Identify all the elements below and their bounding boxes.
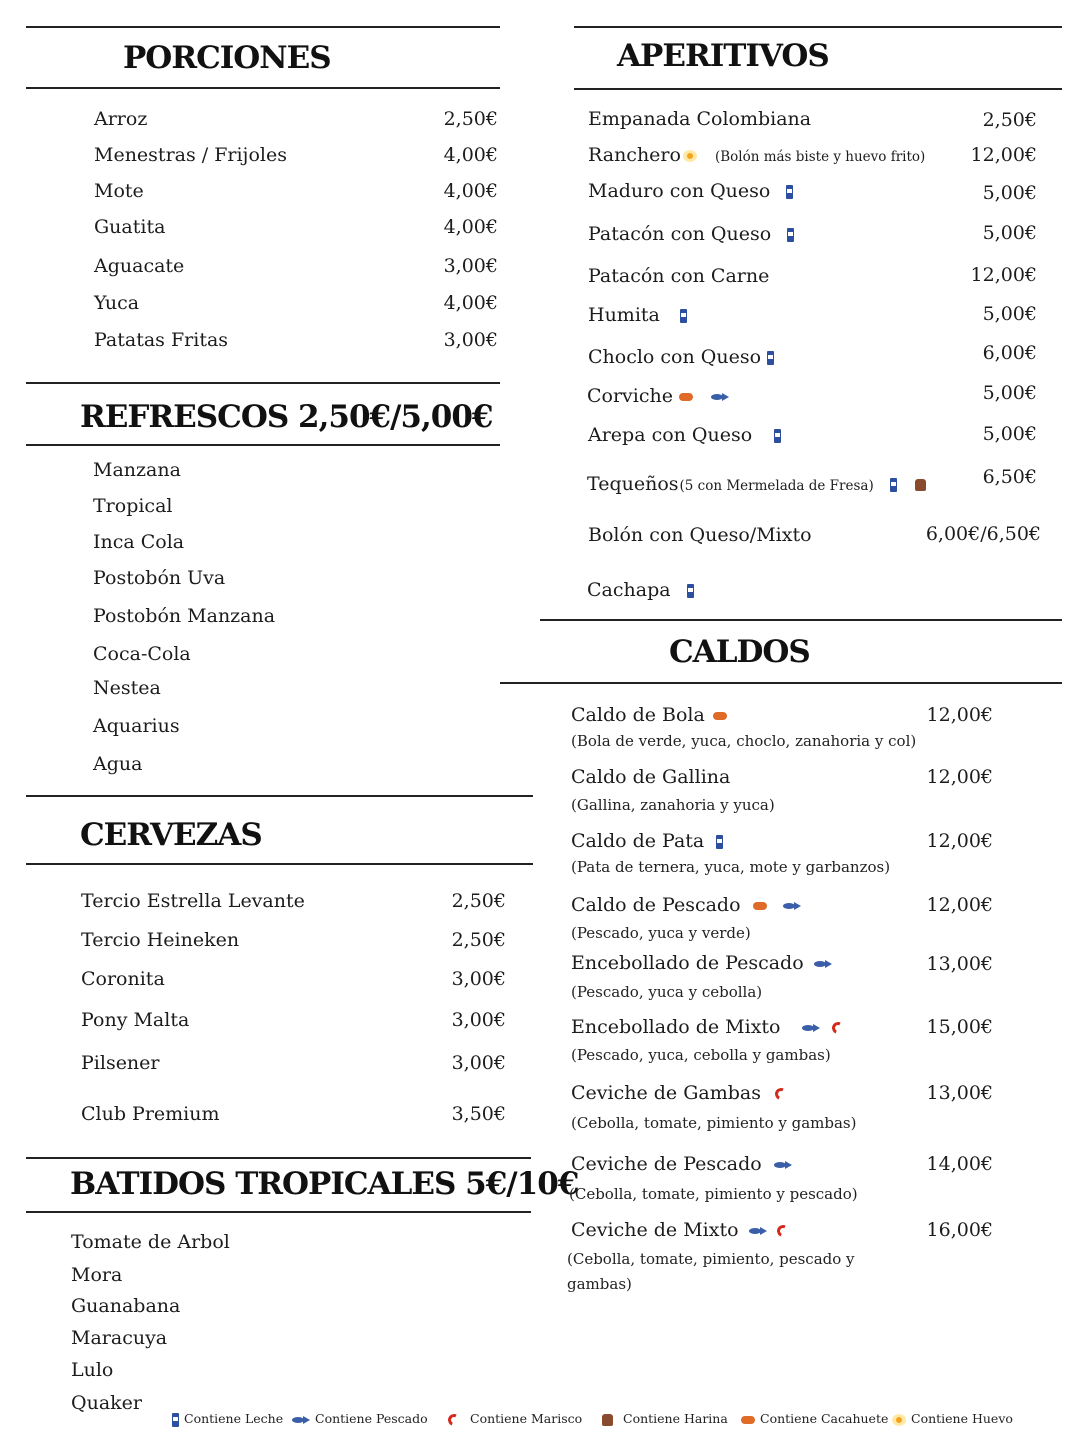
legend-item <box>448 1411 582 1426</box>
porciones-item-price: 4,00€ <box>443 292 498 314</box>
aperitivos-item-name: Patacón con Carne <box>588 265 770 287</box>
caldos-item-desc: (Cebolla, tomate, pimiento y pescado) <box>569 1185 858 1203</box>
caldos-item-price: 12,00€ <box>926 766 993 788</box>
refrescos-item: Agua <box>93 753 143 775</box>
batidos-item: Maracuya <box>71 1327 168 1349</box>
milk-icon <box>890 478 897 492</box>
legend-item <box>172 1411 283 1427</box>
caldos-item-price: 14,00€ <box>926 1153 993 1175</box>
fish-icon <box>749 1227 767 1235</box>
milk-icon <box>767 351 774 365</box>
legend-label: Contiene Pescado <box>315 1411 428 1426</box>
porciones-item-name: Patatas Fritas <box>94 329 229 351</box>
aperitivos-item-price: 12,00€ <box>970 144 1037 166</box>
porciones-item-name: Aguacate <box>94 255 185 277</box>
caldos-item-name: Encebollado de Mixto <box>571 1016 781 1038</box>
aperitivos-item-price: 5,00€ <box>982 382 1037 404</box>
caldos-item-price: 12,00€ <box>926 830 993 852</box>
shrimp-icon <box>773 1086 788 1101</box>
caldos-item-price: 13,00€ <box>926 1082 993 1104</box>
aperitivos-item-price: 2,50€ <box>982 109 1037 131</box>
legend-item <box>892 1411 1013 1426</box>
fish-icon <box>711 393 729 401</box>
flour-icon <box>602 1414 613 1426</box>
caldos-item <box>571 894 801 916</box>
aperitivos-item-name: Cachapa <box>587 579 671 601</box>
milk-icon <box>787 228 794 242</box>
refrescos-item: Nestea <box>93 677 161 699</box>
aperitivos-item-name: Corviche <box>587 385 673 407</box>
refrescos-item: Tropical <box>93 495 173 517</box>
batidos-bottom-rule <box>26 1211 531 1213</box>
legend-item <box>602 1411 728 1426</box>
caldos-item-name: Ceviche de Pescado <box>571 1153 762 1175</box>
batidos-item: Lulo <box>71 1359 114 1381</box>
aperitivos-item-price: 5,00€ <box>982 222 1037 244</box>
porciones-item-name: Mote <box>94 180 144 202</box>
caldos-item-price: 15,00€ <box>926 1016 993 1038</box>
caldos-item-price: 12,00€ <box>926 894 993 916</box>
aperitivos-item <box>588 144 925 166</box>
aperitivos-item <box>588 180 793 202</box>
caldos-item <box>571 952 832 974</box>
aperitivos-item-name: Choclo con Queso <box>588 346 762 368</box>
aperitivos-item-price: 6,50€ <box>982 466 1037 488</box>
refrescos-item: Coca-Cola <box>93 643 191 665</box>
caldos-item-name: Caldo de Bola <box>571 704 705 726</box>
aperitivos-item-name: Bolón con Queso/Mixto <box>588 524 812 546</box>
caldos-title: CALDOS <box>669 634 810 670</box>
aperitivos-item <box>588 265 769 287</box>
caldos-item-name: Ceviche de Gambas <box>571 1082 761 1104</box>
caldos-item-desc: (Bola de verde, yuca, choclo, zanahoria y col) <box>571 732 917 750</box>
peanut-icon <box>679 393 693 401</box>
peanut-icon <box>741 1416 755 1424</box>
porciones-item-name: Arroz <box>94 108 148 130</box>
cervezas-item-price: 2,50€ <box>451 890 506 912</box>
legend-item <box>741 1411 888 1426</box>
milk-icon <box>786 185 793 199</box>
fish-icon <box>814 960 832 968</box>
fish-icon <box>292 1416 310 1424</box>
caldos-item-price: 13,00€ <box>926 953 993 975</box>
caldos-item-desc: (Pescado, yuca y cebolla) <box>571 983 763 1001</box>
batidos-top-rule <box>26 1157 531 1159</box>
fish-icon <box>802 1024 820 1032</box>
milk-icon <box>172 1413 179 1427</box>
batidos-title: BATIDOS TROPICALES 5€/10€ <box>70 1166 579 1202</box>
aperitivos-item <box>588 424 781 446</box>
legend-label: Contiene Leche <box>184 1411 284 1426</box>
caldos-item <box>571 1082 787 1104</box>
cervezas-item-price: 3,50€ <box>451 1103 506 1125</box>
refrescos-item: Aquarius <box>93 715 180 737</box>
caldos-item <box>571 704 727 726</box>
porciones-top-rule <box>26 26 500 28</box>
refrescos-item: Inca Cola <box>93 531 185 553</box>
aperitivos-item <box>588 524 812 546</box>
aperitivos-item-name: Arepa con Queso <box>588 424 753 446</box>
caldos-item-desc: (Pata de ternera, yuca, mote y garbanzos) <box>571 858 891 876</box>
cervezas-item-price: 2,50€ <box>451 929 506 951</box>
milk-icon <box>687 584 694 598</box>
aperitivos-item-name: Tequeños <box>587 473 679 495</box>
caldos-item-name: Caldo de Pescado <box>571 894 741 916</box>
legend-label: Contiene Harina <box>623 1411 728 1426</box>
porciones-item-price: 4,00€ <box>443 144 498 166</box>
aperitivos-top-rule <box>574 26 1062 28</box>
cervezas-item-price: 3,00€ <box>451 968 506 990</box>
aperitivos-item-price: 5,00€ <box>982 303 1037 325</box>
fish-icon <box>774 1161 792 1169</box>
flour-icon <box>915 479 926 491</box>
shrimp-icon <box>775 1223 790 1238</box>
aperitivos-item <box>588 223 794 245</box>
shrimp-icon <box>446 1412 461 1427</box>
caldos-item <box>571 1153 792 1175</box>
caldos-item-name: Caldo de Pata <box>571 830 705 852</box>
refrescos-title: REFRESCOS 2,50€/5,00€ <box>80 399 493 435</box>
aperitivos-item-name: Humita <box>588 304 660 326</box>
porciones-item-name: Guatita <box>94 216 166 238</box>
cervezas-top-rule <box>26 795 533 797</box>
porciones-item-price: 3,00€ <box>443 255 498 277</box>
egg-icon <box>683 150 697 162</box>
caldos-top-rule <box>540 619 1062 621</box>
caldos-item-desc: (Pescado, yuca, cebolla y gambas) <box>571 1046 831 1064</box>
peanut-icon <box>753 902 767 910</box>
cervezas-item-name: Coronita <box>81 968 165 990</box>
shrimp-icon <box>831 1020 846 1035</box>
caldos-item <box>571 1219 789 1241</box>
caldos-item-desc: (Pescado, yuca y verde) <box>571 924 751 942</box>
refrescos-bottom-rule <box>26 444 500 446</box>
cervezas-title: CERVEZAS <box>80 817 262 853</box>
caldos-item <box>571 830 723 852</box>
aperitivos-item-name: Empanada Colombiana <box>588 108 812 130</box>
cervezas-item-name: Club Premium <box>81 1103 220 1125</box>
batidos-item: Quaker <box>71 1392 142 1414</box>
cervezas-item-name: Tercio Heineken <box>81 929 240 951</box>
aperitivos-item <box>588 346 774 368</box>
caldos-item-price: 12,00€ <box>926 704 993 726</box>
aperitivos-item-name: Patacón con Queso <box>588 223 772 245</box>
aperitivos-item-price: 6,00€ <box>982 342 1037 364</box>
aperitivos-item-note: (Bolón más biste y huevo frito) <box>714 149 926 165</box>
aperitivos-item <box>587 473 926 495</box>
legend-label: Contiene Cacahuete <box>760 1411 889 1426</box>
aperitivos-item-name: Ranchero <box>588 144 681 166</box>
porciones-item-name: Yuca <box>94 292 140 314</box>
refrescos-item: Postobón Uva <box>93 567 226 589</box>
cervezas-item-price: 3,00€ <box>451 1052 506 1074</box>
caldos-item-name: Caldo de Gallina <box>571 766 731 788</box>
cervezas-item-name: Pilsener <box>81 1052 160 1074</box>
porciones-item-price: 4,00€ <box>443 216 498 238</box>
cervezas-bottom-rule <box>26 863 533 865</box>
refrescos-top-rule <box>26 382 500 384</box>
aperitivos-item <box>587 385 729 407</box>
aperitivos-item-price: 5,00€ <box>982 423 1037 445</box>
legend-label: Contiene Huevo <box>911 1411 1013 1426</box>
batidos-item: Tomate de Arbol <box>71 1231 230 1253</box>
porciones-title: PORCIONES <box>123 40 331 76</box>
milk-icon <box>680 309 687 323</box>
cervezas-item-name: Tercio Estrella Levante <box>81 890 305 912</box>
refrescos-item: Manzana <box>93 459 181 481</box>
legend-item <box>292 1411 428 1426</box>
caldos-item-name: Ceviche de Mixto <box>571 1219 739 1241</box>
batidos-item: Mora <box>71 1264 123 1286</box>
porciones-bottom-rule <box>26 87 500 89</box>
cervezas-item-price: 3,00€ <box>451 1009 506 1031</box>
refrescos-item: Postobón Manzana <box>93 605 276 627</box>
milk-icon <box>716 835 723 849</box>
aperitivos-title: APERITIVOS <box>617 38 829 74</box>
aperitivos-item-price: 5,00€ <box>982 182 1037 204</box>
aperitivos-item <box>588 108 811 130</box>
porciones-item-name: Menestras / Frijoles <box>94 144 287 166</box>
aperitivos-bottom-rule <box>574 88 1062 90</box>
aperitivos-item <box>588 304 687 326</box>
caldos-item-price: 16,00€ <box>926 1219 993 1241</box>
caldos-bottom-rule <box>500 682 1062 684</box>
aperitivos-item-price: 6,00€/6,50€ <box>925 523 1041 545</box>
egg-icon <box>892 1414 906 1426</box>
caldos-item-desc: (Cebolla, tomate, pimiento y gambas) <box>571 1114 857 1132</box>
aperitivos-item <box>587 579 694 601</box>
caldos-item-desc: (Cebolla, tomate, pimiento, pescado y <box>567 1250 855 1268</box>
peanut-icon <box>713 712 727 720</box>
legend-label: Contiene Marisco <box>470 1411 583 1426</box>
caldos-item-desc: gambas) <box>567 1275 632 1293</box>
aperitivos-item-price: 12,00€ <box>970 264 1037 286</box>
aperitivos-item-name: Maduro con Queso <box>588 180 771 202</box>
caldos-item <box>571 766 730 788</box>
porciones-item-price: 2,50€ <box>443 108 498 130</box>
caldos-item-name: Encebollado de Pescado <box>571 952 804 974</box>
porciones-item-price: 4,00€ <box>443 180 498 202</box>
cervezas-item-name: Pony Malta <box>81 1009 190 1031</box>
milk-icon <box>774 429 781 443</box>
caldos-item-desc: (Gallina, zanahoria y yuca) <box>571 796 775 814</box>
batidos-item: Guanabana <box>71 1295 181 1317</box>
caldos-item <box>571 1016 844 1038</box>
porciones-item-price: 3,00€ <box>443 329 498 351</box>
fish-icon <box>783 902 801 910</box>
aperitivos-item-note: (5 con Mermelada de Fresa) <box>679 478 874 494</box>
